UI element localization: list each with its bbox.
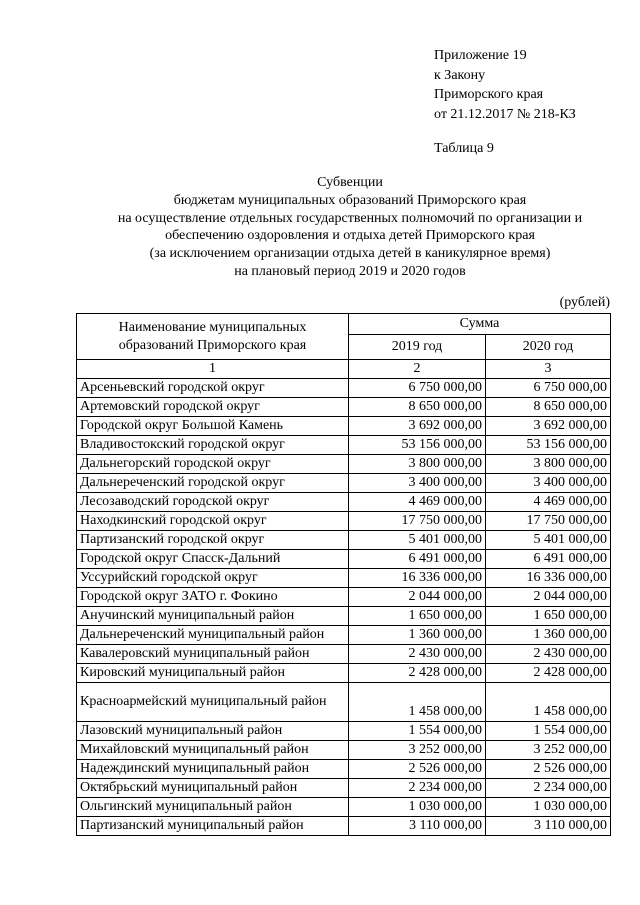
amount-2019: 1 458 000,00 xyxy=(349,683,486,722)
amount-2019: 16 336 000,00 xyxy=(349,569,486,588)
municipality-name: Арсеньевский городской округ xyxy=(77,379,349,398)
municipality-name: Дальнегорский городской округ xyxy=(77,455,349,474)
municipality-name: Городской округ Спасск-Дальний xyxy=(77,550,349,569)
amount-2019: 2 234 000,00 xyxy=(349,779,486,798)
municipality-name: Ольгинский муниципальный район xyxy=(77,798,349,817)
table-row xyxy=(77,779,611,798)
amount-2019: 3 400 000,00 xyxy=(349,474,486,493)
amount-2020: 1 458 000,00 xyxy=(486,683,611,722)
amount-2020: 53 156 000,00 xyxy=(486,436,611,455)
table-row xyxy=(77,588,611,607)
municipality-name: Артемовский городской округ xyxy=(77,398,349,417)
municipality-name: Находкинский городской округ xyxy=(77,512,349,531)
header-name: Наименование муниципальных образований Приморского края xyxy=(77,314,349,360)
title-line: Субвенции xyxy=(317,175,383,190)
municipality-name: Городской округ ЗАТО г. Фокино xyxy=(77,588,349,607)
header-sum: Сумма xyxy=(349,314,611,335)
header-year-2019: 2019 год xyxy=(349,335,486,360)
appendix-line: к Закону xyxy=(434,67,486,83)
table-row xyxy=(77,455,611,474)
appendix-line: от 21.12.2017 № 218-КЗ xyxy=(434,106,576,122)
title-line: бюджетам муниципальных образований Приморского края xyxy=(173,192,527,208)
amount-2019: 53 156 000,00 xyxy=(349,436,486,455)
table-row xyxy=(77,550,611,569)
header-year-2020: 2020 год xyxy=(486,335,611,360)
table-row xyxy=(77,664,611,683)
amount-2020: 3 252 000,00 xyxy=(486,741,611,760)
amount-2020: 2 428 000,00 xyxy=(486,664,611,683)
amount-2020: 1 030 000,00 xyxy=(486,798,611,817)
amount-2020: 2 526 000,00 xyxy=(486,760,611,779)
document-title xyxy=(60,174,640,281)
table-row xyxy=(77,741,611,760)
appendix-line: Приложение 19 xyxy=(434,48,527,63)
title-line: (за исключением организации отдыха детей в каникулярное время) xyxy=(149,246,551,262)
units-label: (рублей) xyxy=(559,295,610,310)
amount-2019: 5 401 000,00 xyxy=(349,531,486,550)
table-row xyxy=(77,569,611,588)
amount-2020: 1 650 000,00 xyxy=(486,607,611,626)
municipality-name: Уссурийский городской округ xyxy=(77,569,349,588)
appendix-line: Приморского края xyxy=(434,87,544,102)
amount-2020: 5 401 000,00 xyxy=(486,531,611,550)
amount-2020: 1 360 000,00 xyxy=(486,626,611,645)
amount-2019: 1 554 000,00 xyxy=(349,722,486,741)
amount-2019: 6 491 000,00 xyxy=(349,550,486,569)
amount-2019: 1 030 000,00 xyxy=(349,798,486,817)
amount-2019: 8 650 000,00 xyxy=(349,398,486,417)
table-row xyxy=(77,417,611,436)
title-line: обеспечению оздоровления и отдыха детей Приморского края xyxy=(165,228,535,244)
municipality-name: Дальнереченский городской округ xyxy=(77,474,349,493)
amount-2020: 3 400 000,00 xyxy=(486,474,611,493)
municipality-name: Лазовский муниципальный район xyxy=(77,722,349,741)
table-row xyxy=(77,493,611,512)
table-row xyxy=(77,398,611,417)
amount-2020: 3 800 000,00 xyxy=(486,455,611,474)
municipality-name: Кавалеровский муниципальный район xyxy=(77,645,349,664)
amount-2020: 6 491 000,00 xyxy=(486,550,611,569)
amount-2019: 2 526 000,00 xyxy=(349,760,486,779)
amount-2019: 2 428 000,00 xyxy=(349,664,486,683)
amount-2019: 1 650 000,00 xyxy=(349,607,486,626)
amount-2020: 8 650 000,00 xyxy=(486,398,611,417)
column-number: 1 xyxy=(77,360,349,379)
municipality-name: Дальнереченский муниципальный район xyxy=(77,626,349,645)
amount-2020: 2 430 000,00 xyxy=(486,645,611,664)
table-row xyxy=(77,379,611,398)
municipality-name: Лесозаводский городской округ xyxy=(77,493,349,512)
subventions-table xyxy=(76,313,611,836)
title-line: на плановый период 2019 и 2020 годов xyxy=(234,263,466,279)
amount-2020: 1 554 000,00 xyxy=(486,722,611,741)
municipality-name: Октябрьский муниципальный район xyxy=(77,779,349,798)
column-number: 2 xyxy=(349,360,486,379)
amount-2019: 3 252 000,00 xyxy=(349,741,486,760)
municipality-name: Кировский муниципальный район xyxy=(77,664,349,683)
amount-2019: 1 360 000,00 xyxy=(349,626,486,645)
amount-2019: 6 750 000,00 xyxy=(349,379,486,398)
table-row xyxy=(77,645,611,664)
municipality-name: Партизанский муниципальный район xyxy=(77,817,349,836)
table-row xyxy=(77,817,611,836)
municipality-name: Надеждинский муниципальный район xyxy=(77,760,349,779)
appendix-block xyxy=(434,46,576,124)
table-row xyxy=(77,474,611,493)
amount-2019: 3 110 000,00 xyxy=(349,817,486,836)
amount-2020: 6 750 000,00 xyxy=(486,379,611,398)
municipality-name: Михайловский муниципальный район xyxy=(77,741,349,760)
municipality-name: Анучинский муниципальный район xyxy=(77,607,349,626)
column-number: 3 xyxy=(486,360,611,379)
table-row xyxy=(77,683,611,722)
table-row xyxy=(77,626,611,645)
table-row xyxy=(77,436,611,455)
table-row xyxy=(77,512,611,531)
amount-2019: 4 469 000,00 xyxy=(349,493,486,512)
table-row xyxy=(77,722,611,741)
amount-2019: 2 044 000,00 xyxy=(349,588,486,607)
amount-2020: 2 234 000,00 xyxy=(486,779,611,798)
amount-2020: 3 692 000,00 xyxy=(486,417,611,436)
municipality-name: Красноармейский муниципальный район xyxy=(77,683,349,722)
table-row xyxy=(77,798,611,817)
amount-2020: 16 336 000,00 xyxy=(486,569,611,588)
amount-2019: 3 800 000,00 xyxy=(349,455,486,474)
table-row xyxy=(77,531,611,550)
amount-2019: 2 430 000,00 xyxy=(349,645,486,664)
amount-2020: 4 469 000,00 xyxy=(486,493,611,512)
amount-2020: 2 044 000,00 xyxy=(486,588,611,607)
title-line: на осуществление отдельных государственных полномочий по организации и xyxy=(117,210,583,226)
amount-2019: 17 750 000,00 xyxy=(349,512,486,531)
municipality-name: Городской округ Большой Камень xyxy=(77,417,349,436)
amount-2019: 3 692 000,00 xyxy=(349,417,486,436)
table-row xyxy=(77,607,611,626)
municipality-name: Владивостокский городской округ xyxy=(77,436,349,455)
municipality-name: Партизанский городской округ xyxy=(77,531,349,550)
amount-2020: 3 110 000,00 xyxy=(486,817,611,836)
amount-2020: 17 750 000,00 xyxy=(486,512,611,531)
table-row xyxy=(77,760,611,779)
table-label: Таблица 9 xyxy=(434,141,494,156)
